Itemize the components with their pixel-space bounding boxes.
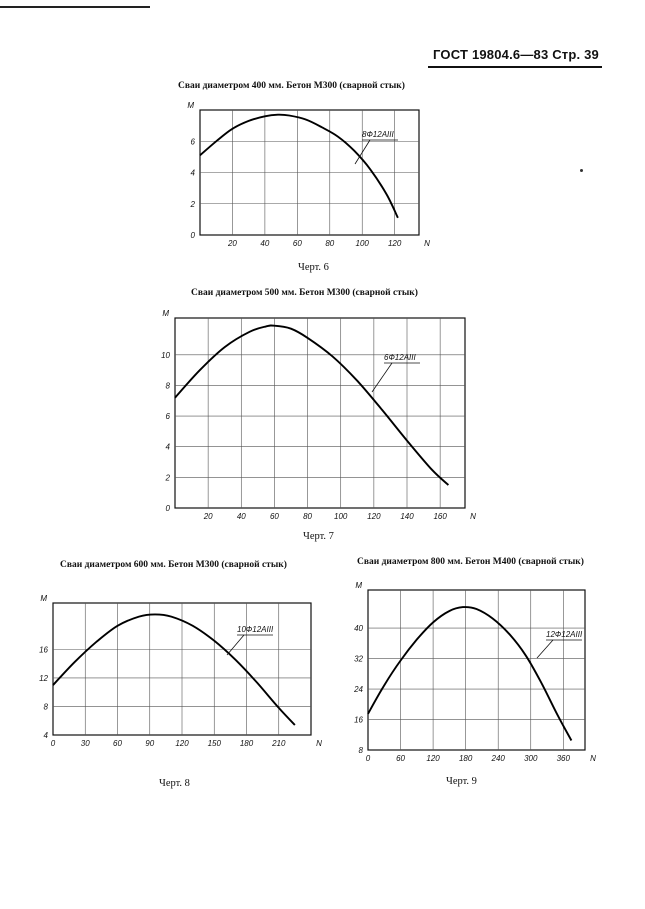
y-tick-label: 8 [165, 381, 170, 391]
series-line [368, 607, 571, 741]
x-tick-label: 90 [145, 739, 155, 748]
x-tick-label: 180 [458, 754, 473, 763]
x-tick-label: 210 [272, 739, 286, 748]
y-axis-label: M [162, 309, 169, 318]
caption-chart-6: Черт. 6 [298, 262, 329, 273]
x-tick-label: 80 [303, 512, 313, 521]
x-tick-label: 150 [207, 739, 221, 748]
x-tick-label: 60 [292, 239, 302, 248]
y-tick-label: 4 [190, 168, 195, 178]
y-tick-label: 24 [354, 685, 363, 695]
chart-title-7: Сваи диаметром 500 мм. Бетон М300 (сварной стык) [191, 288, 418, 298]
y-tick-label: 40 [354, 624, 363, 634]
y-tick-label: 4 [165, 442, 170, 452]
x-tick-label: 120 [175, 739, 189, 748]
x-axis-label: N [424, 239, 430, 248]
y-tick-label: 8 [43, 702, 48, 712]
x-axis-label: N [316, 739, 322, 748]
y-tick-label: 16 [39, 645, 48, 655]
x-tick-label: 120 [387, 239, 402, 248]
chart-title-8: Сваи диаметром 600 мм. Бетон М300 (сварной стык) [60, 560, 287, 570]
x-tick-label: 40 [236, 512, 246, 521]
x-tick-label: 60 [396, 754, 406, 763]
y-tick-label: 8 [358, 746, 363, 755]
x-tick-label: 80 [325, 239, 335, 248]
caption-chart-7: Черт. 7 [303, 531, 334, 542]
x-tick-label: 120 [426, 754, 440, 763]
caption-chart-9: Черт. 9 [446, 776, 477, 787]
y-tick-label: 2 [165, 473, 170, 483]
y-tick-label: 12 [39, 673, 48, 683]
x-tick-label: 120 [367, 512, 381, 521]
page-header: ГОСТ 19804.6—83 Стр. 39 [433, 47, 599, 62]
y-tick-label: 6 [190, 137, 195, 147]
x-tick-label: 60 [113, 739, 122, 748]
chart-title-9: Сваи диаметром 800 мм. Бетон М400 (сварной стык) [357, 557, 584, 567]
y-tick-label: 4 [43, 731, 48, 740]
x-tick-label: 40 [260, 239, 270, 248]
x-tick-label: 240 [491, 754, 505, 763]
x-tick-label: 60 [269, 512, 279, 521]
y-tick-label: 32 [354, 654, 363, 664]
y-axis-label: M [187, 101, 194, 110]
x-tick-label: 20 [203, 512, 213, 521]
series-label: 8Ф12АIII [362, 130, 394, 139]
x-tick-label: 160 [433, 512, 447, 521]
y-tick-label: 0 [190, 231, 195, 240]
x-tick-label: 180 [239, 739, 254, 748]
x-tick-label: 0 [365, 754, 371, 763]
series-label: 6Ф12АIII [384, 353, 416, 362]
x-tick-label: 20 [227, 239, 237, 248]
x-tick-label: 100 [355, 239, 369, 248]
x-tick-label: 140 [400, 512, 414, 521]
x-tick-label: 100 [334, 512, 348, 521]
caption-chart-8: Черт. 8 [159, 778, 190, 789]
y-tick-label: 0 [165, 504, 170, 513]
y-tick-label: 2 [190, 199, 195, 209]
x-tick-label: 0 [50, 739, 56, 748]
x-axis-label: N [470, 512, 476, 521]
series-label: 10Ф12АIII [237, 625, 274, 634]
x-tick-label: 30 [80, 739, 90, 748]
scan-speck [580, 169, 583, 172]
x-axis-label: N [590, 754, 596, 763]
x-tick-label: 300 [524, 754, 538, 763]
series-label: 12Ф12АIII [546, 630, 583, 639]
x-tick-label: 360 [556, 754, 570, 763]
y-axis-label: M [40, 594, 47, 603]
series-leader-line [537, 640, 553, 658]
y-tick-label: 10 [161, 350, 170, 360]
y-axis-label: M [355, 581, 362, 590]
chart-title-6: Сваи диаметром 400 мм. Бетон М300 (сварной стык) [178, 81, 405, 91]
y-tick-label: 6 [165, 412, 170, 422]
y-tick-label: 16 [354, 715, 363, 725]
